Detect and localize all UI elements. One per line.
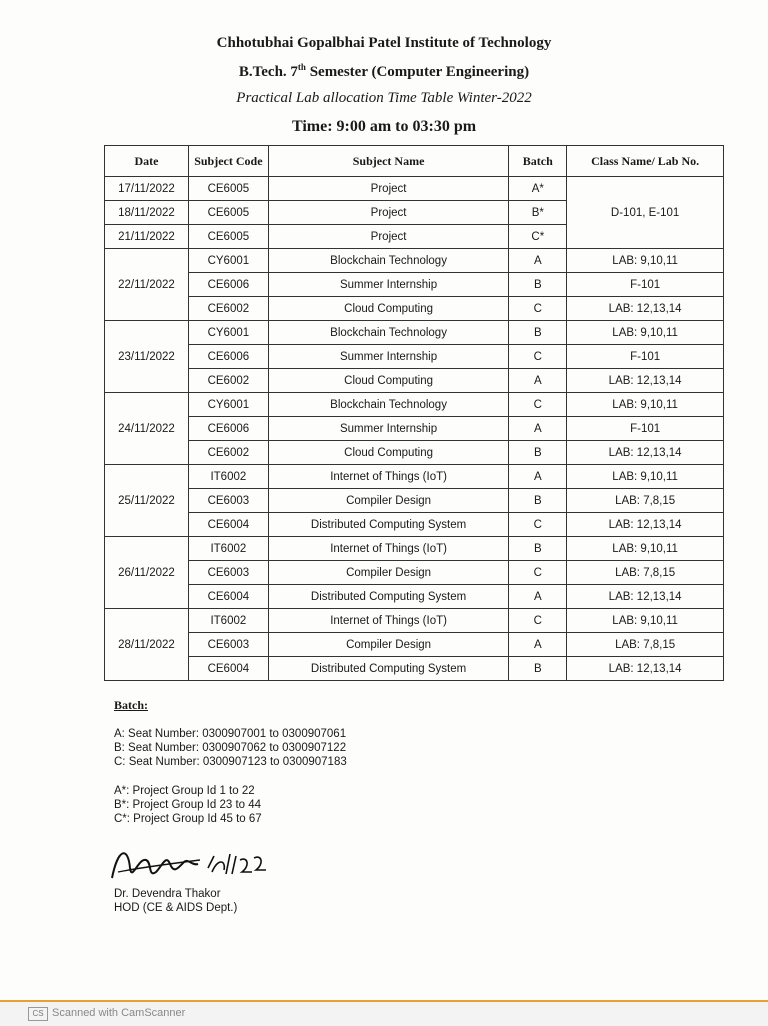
cell-batch: B	[509, 657, 567, 681]
seat-range-a: A: Seat Number: 0300907001 to 0300907061	[114, 728, 347, 740]
header-lab: Class Name/ Lab No.	[567, 146, 724, 177]
cell-batch: C	[509, 393, 567, 417]
program-pre: B.Tech. 7	[238, 64, 298, 80]
cell-subject-code: CE6005	[188, 201, 268, 225]
cell-batch: B	[509, 489, 567, 513]
table-row	[105, 321, 724, 345]
seat-ranges	[114, 727, 347, 769]
cell-lab: LAB: 9,10,11	[567, 393, 724, 417]
table-row	[105, 609, 724, 633]
seat-range-b: B: Seat Number: 0300907062 to 0300907122	[114, 742, 347, 754]
table-row	[105, 633, 724, 657]
seat-range-c: C: Seat Number: 0300907123 to 0300907183	[114, 756, 347, 768]
cell-batch: B	[509, 321, 567, 345]
cell-batch: A	[509, 249, 567, 273]
table-header-row	[105, 146, 724, 177]
cell-batch: C	[509, 345, 567, 369]
program-title	[0, 62, 768, 81]
table-row	[105, 297, 724, 321]
cell-subject-code: CE6005	[188, 225, 268, 249]
cell-lab: LAB: 9,10,11	[567, 537, 724, 561]
cell-subject-code: CY6001	[188, 249, 268, 273]
cell-batch: B	[509, 537, 567, 561]
cell-subject-name: Compiler Design	[268, 489, 509, 513]
signatory	[114, 887, 237, 915]
cell-date: 23/11/2022	[105, 321, 189, 393]
scanner-watermark: Scanned with CamScanner	[52, 1007, 186, 1019]
cell-subject-name: Summer Internship	[268, 273, 509, 297]
cell-subject-name: Distributed Computing System	[268, 657, 509, 681]
cell-date: 26/11/2022	[105, 537, 189, 609]
cell-subject-name: Compiler Design	[268, 561, 509, 585]
cell-batch: C	[509, 609, 567, 633]
table-row	[105, 417, 724, 441]
cell-date: 28/11/2022	[105, 609, 189, 681]
cell-lab: LAB: 12,13,14	[567, 657, 724, 681]
table-row	[105, 345, 724, 369]
cell-subject-code: CE6002	[188, 297, 268, 321]
timetable-title: Practical Lab allocation Time Table Winter-2022	[236, 90, 532, 106]
table-row	[105, 585, 724, 609]
camscanner-logo-icon: CS	[28, 1007, 48, 1021]
cell-subject-name: Internet of Things (IoT)	[268, 465, 509, 489]
cell-batch: A	[509, 585, 567, 609]
table-row	[105, 657, 724, 681]
cell-subject-name: Cloud Computing	[268, 441, 509, 465]
table-row	[105, 273, 724, 297]
cell-date: 25/11/2022	[105, 465, 189, 537]
cell-subject-code: CE6003	[188, 561, 268, 585]
project-groups	[114, 784, 262, 826]
signatory-designation: HOD (CE & AIDS Dept.)	[114, 902, 238, 914]
cell-subject-name: Cloud Computing	[268, 297, 509, 321]
cell-subject-code: CE6002	[188, 369, 268, 393]
cell-lab: LAB: 12,13,14	[567, 297, 724, 321]
cell-subject-name: Project	[268, 177, 509, 201]
cell-subject-name: Compiler Design	[268, 633, 509, 657]
cell-subject-code: CE6002	[188, 441, 268, 465]
cell-subject-name: Internet of Things (IoT)	[268, 537, 509, 561]
cell-lab: LAB: 12,13,14	[567, 441, 724, 465]
institute-name: Chhotubhai Gopalbhai Patel Institute of Technology	[216, 35, 552, 51]
cell-subject-code: CE6004	[188, 513, 268, 537]
cell-subject-name: Blockchain Technology	[268, 249, 509, 273]
cell-subject-name: Distributed Computing System	[268, 513, 509, 537]
cell-lab: D-101, E-101	[567, 177, 724, 249]
cell-lab: LAB: 7,8,15	[567, 489, 724, 513]
cell-subject-code: IT6002	[188, 465, 268, 489]
header-date: Date	[105, 146, 189, 177]
project-group-b: B*: Project Group Id 23 to 44	[114, 799, 262, 811]
cell-subject-name: Summer Internship	[268, 345, 509, 369]
project-group-c: C*: Project Group Id 45 to 67	[114, 813, 262, 825]
cell-batch: B	[509, 441, 567, 465]
cell-subject-code: IT6002	[188, 609, 268, 633]
cell-subject-name: Internet of Things (IoT)	[268, 609, 509, 633]
cell-lab: F-101	[567, 417, 724, 441]
program-sup: th	[297, 62, 306, 72]
cell-subject-code: CE6003	[188, 633, 268, 657]
cell-batch: A	[509, 417, 567, 441]
table-row	[105, 465, 724, 489]
header-batch: Batch	[509, 146, 567, 177]
cell-batch: B*	[509, 201, 567, 225]
cell-batch: C	[509, 513, 567, 537]
cell-subject-code: CE6004	[188, 585, 268, 609]
table-row	[105, 441, 724, 465]
cell-lab: F-101	[567, 273, 724, 297]
cell-batch: A*	[509, 177, 567, 201]
cell-subject-code: CE6006	[188, 273, 268, 297]
cell-subject-name: Project	[268, 225, 509, 249]
cell-date: 24/11/2022	[105, 393, 189, 465]
cell-subject-code: CE6006	[188, 417, 268, 441]
cell-batch: C	[509, 297, 567, 321]
cell-subject-code: IT6002	[188, 537, 268, 561]
time-range: Time: 9:00 am to 03:30 pm	[291, 118, 477, 135]
cell-batch: C*	[509, 225, 567, 249]
table-row	[105, 177, 724, 201]
table-row	[105, 393, 724, 417]
header-subject-code: Subject Code	[188, 146, 268, 177]
cell-batch: B	[509, 273, 567, 297]
cell-batch: A	[509, 369, 567, 393]
cell-date: 22/11/2022	[105, 249, 189, 321]
cell-lab: LAB: 9,10,11	[567, 609, 724, 633]
table-row	[105, 537, 724, 561]
cell-date: 17/11/2022	[105, 177, 189, 201]
table-row	[105, 489, 724, 513]
table-row	[105, 249, 724, 273]
batch-heading: Batch:	[114, 698, 148, 712]
cell-lab: LAB: 7,8,15	[567, 633, 724, 657]
table-row	[105, 369, 724, 393]
cell-lab: LAB: 9,10,11	[567, 321, 724, 345]
cell-subject-code: CY6001	[188, 393, 268, 417]
cell-subject-code: CE6005	[188, 177, 268, 201]
cell-lab: LAB: 12,13,14	[567, 513, 724, 537]
cell-lab: LAB: 9,10,11	[567, 465, 724, 489]
cell-subject-code: CE6006	[188, 345, 268, 369]
cell-subject-name: Summer Internship	[268, 417, 509, 441]
scanner-footer	[0, 1000, 768, 1026]
cell-subject-name: Distributed Computing System	[268, 585, 509, 609]
cell-subject-code: CE6003	[188, 489, 268, 513]
cell-subject-name: Project	[268, 201, 509, 225]
handwritten-signature	[108, 838, 278, 890]
program-post: Semester (Computer Engineering)	[305, 64, 530, 80]
cell-subject-code: CY6001	[188, 321, 268, 345]
cell-date: 18/11/2022	[105, 201, 189, 225]
header-subject-name: Subject Name	[268, 146, 509, 177]
cell-date: 21/11/2022	[105, 225, 189, 249]
cell-subject-name: Blockchain Technology	[268, 393, 509, 417]
cell-batch: C	[509, 561, 567, 585]
cell-subject-name: Cloud Computing	[268, 369, 509, 393]
signatory-name: Dr. Devendra Thakor	[114, 888, 221, 900]
lab-timetable	[104, 145, 724, 681]
cell-lab: LAB: 9,10,11	[567, 249, 724, 273]
cell-subject-name: Blockchain Technology	[268, 321, 509, 345]
project-group-a: A*: Project Group Id 1 to 22	[114, 785, 255, 797]
table-row	[105, 561, 724, 585]
cell-batch: A	[509, 633, 567, 657]
table-row	[105, 513, 724, 537]
cell-lab: LAB: 12,13,14	[567, 369, 724, 393]
cell-subject-code: CE6004	[188, 657, 268, 681]
cell-lab: F-101	[567, 345, 724, 369]
cell-batch: A	[509, 465, 567, 489]
cell-lab: LAB: 7,8,15	[567, 561, 724, 585]
cell-lab: LAB: 12,13,14	[567, 585, 724, 609]
